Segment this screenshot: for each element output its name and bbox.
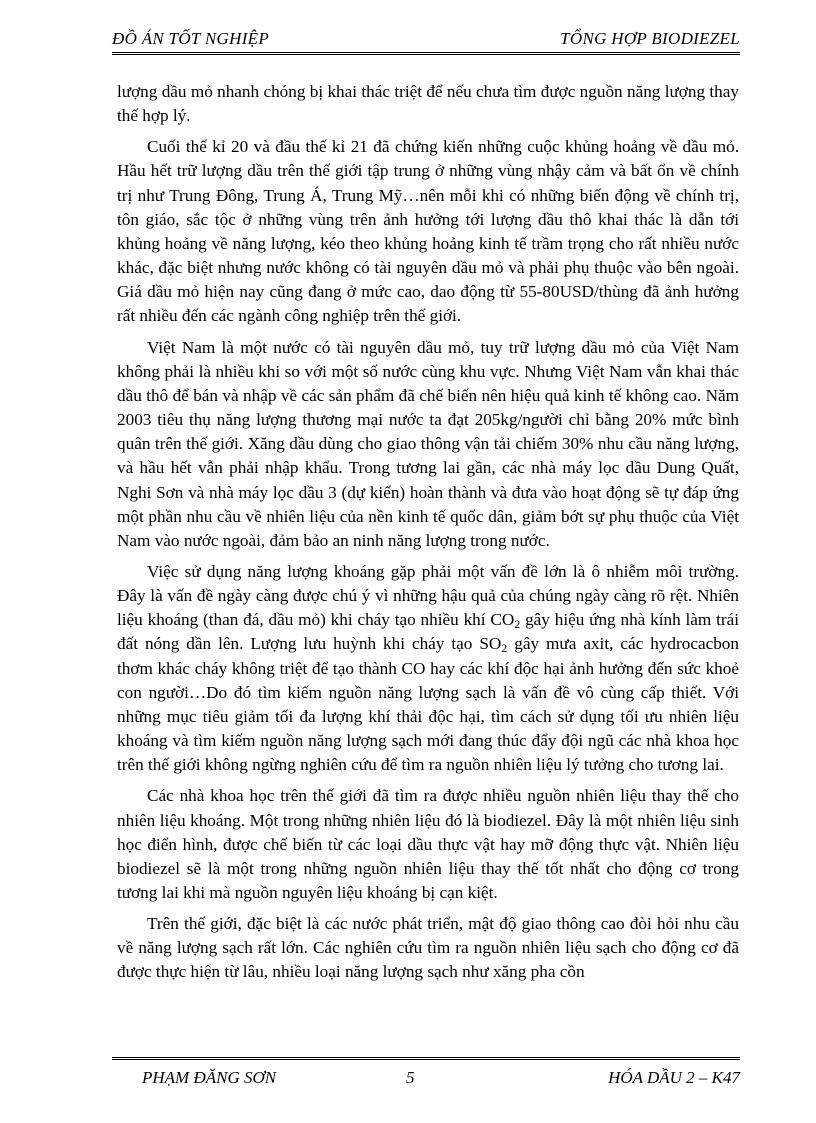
paragraph: Việt Nam là một nước có tài nguyên dầu mỏ, tuy trữ lượng dầu mỏ của Việt Nam không phải là nhiều khi so với một số nước cùng khu vực. Nhưng Việt Nam vẫn khai thác dầu thô để bán và nhập về các sản phẩm đã chế biến nên hiệu quả kinh tế không cao. Năm 2003 tiêu thụ năng lượng thương mại nước ta đạt 205kg/người chỉ bằng 20% mức bình quân trên thế giới. Xăng dầu dùng cho giao thông vận tải chiếm 30% nhu cầu năng lượng, và hầu hết vẫn phải nhập khẩu. Trong tương lai gần, các nhà máy lọc dầu Dung Quất, Nghi Sơn và nhà máy lọc dầu 3 (dự kiến) hoàn thành và đưa vào hoạt động sẽ tự đáp ứng một phần nhu cầu về nhiên liệu của nền kinh tế quốc dân, giảm bớt sự phụ thuộc của Việt Nam vào nước ngoài, đảm bảo an ninh năng lượng trong nước. [117,337,739,550]
subscript: 2 [514,617,521,632]
paragraph-text: gây mưa axit, các hydrocacbon thơm khác cháy không triệt để tạo thành CO hay các khí độc hại ảnh hưởng đến sức khoẻ con người…Do đó tìm kiếm nguồn năng lượng sạch là vấn đề vô cùng cấp thiết. Với những mục tiêu giảm tối đa lượng khí thải độc hại, tìm cách sử dụng tối ưu nhiên liệu khoáng và tìm kiếm nguồn năng lượng sạch mới đang thúc đẩy đội ngũ các nhà khoa học trên thế giới không ngừng nghiên cứu để tìm ra nguồn nhiên liệu lý tưởng cho tương lai. [117,634,739,775]
header-title-right: TỔNG HỢP BIODIEZEL [560,29,740,48]
footer-author: PHẠM ĐĂNG SƠN [142,1068,277,1087]
paragraph: Các nhà khoa học trên thế giới đã tìm ra được nhiều nguồn nhiên liệu thay thế cho nhiên liệu khoáng. Một trong những nhiên liệu đó là biodiezel. Đây là một nhiên liệu sinh học điển hình, được chế biến từ các loại dầu thực vật hay mỡ động thực vật. Nhiên liệu biodiezel sẽ là một trong những nguồn nhiên liệu thay thế tốt nhất cho động cơ trong tương lai khi mà nguồn nguyên liệu khoáng bị cạn kiệt. [117,786,739,902]
subscript: 2 [501,641,508,656]
page-footer [112,1057,740,1106]
page-header [112,28,740,55]
document-body [117,80,739,992]
header-title-left: ĐỒ ÁN TỐT NGHIỆP [112,29,270,48]
paragraph-text: Việc sử dụng năng lượng khoáng gặp phải một vấn đề lớn là ô nhiễm môi trường. Đây là vấn đề ngày càng được chú ý vì những hậu quả của chúng ngày càng rõ rệt. Nhiên liệu khoáng (than đá, dầu mỏ) khi cháy tạo nhiều khí CO [117,561,739,630]
paragraph: Trên thế giới, đặc biệt là các nước phát triển, mật độ giao thông cao đòi hỏi nhu cầu về năng lượng sạch rất lớn. Các nghiên cứu tìm ra nguồn nhiên liệu sạch cho động cơ đã được thực hiện từ lâu, nhiều loại năng lượng sạch như xăng pha cồn [117,914,739,982]
paragraph: lượng dầu mỏ nhanh chóng bị khai thác triệt để nếu chưa tìm được nguồn năng lượng thay thế hợp lý. [117,82,739,126]
paragraph-text: gây hiệu ứng nhà kính làm trái đất nóng dần lên. Lượng lưu huỳnh khi cháy tạo SO [117,610,739,654]
page-number: 5 [406,1068,415,1087]
paragraph [117,560,739,777]
footer-class: HÓA DẦU 2 – K47 [608,1068,740,1087]
paragraph: Cuối thế kỉ 20 và đầu thế kỉ 21 đã chứng kiến những cuộc khủng hoảng về dầu mỏ. Hầu hết trữ lượng dầu trên thế giới tập trung ở những vùng nhậy cảm và bất ổn về chính trị như Trung Đông, Trung Á, Trung Mỹ…nên mỗi khi có những biến động về chính trị, tôn giáo, sắc tộc ở những vùng trên ảnh hưởng tới lượng dầu thô khai thác là dẫn tới khủng hoảng về năng lượng, kéo theo khủng hoảng kinh tế trầm trọng cho rất nhiều nước khác, đặc biệt nhưng nước không có tài nguyên dầu mỏ và phải phụ thuộc vào bên ngoài. Giá dầu mỏ hiện nay cũng đang ở mức cao, dao động từ 55-80USD/thùng đã ảnh hưởng rất nhiều đến các ngành công nghiệp trên thế giới. [117,137,739,326]
